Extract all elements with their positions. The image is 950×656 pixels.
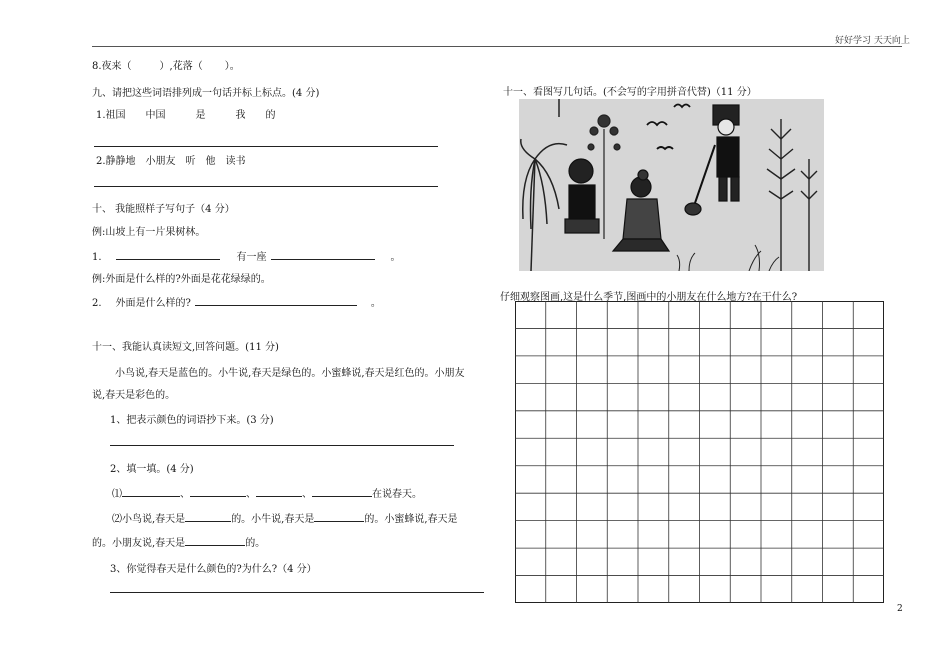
q2b-prefix: ⑵小鸟说,春天是 [112, 514, 186, 525]
blank-2b-3[interactable] [185, 535, 245, 546]
picture-illustration [519, 99, 824, 271]
s10-line1-end: 。 [390, 252, 401, 263]
q2a-prefix: ⑴ [112, 489, 122, 500]
blank-2a-1[interactable] [122, 486, 180, 497]
s10-line2-num: 2. [92, 298, 102, 309]
q2a-sep-3: 、 [302, 489, 312, 500]
q2a-sep-1: 、 [180, 489, 190, 500]
s10-line2-text: 外面是什么样的? [115, 298, 191, 309]
blank-10-2[interactable] [195, 295, 357, 306]
q2a-end: 在说春天。 [372, 489, 422, 500]
q2a-sep-2: 、 [246, 489, 256, 500]
s11-question-2a [112, 485, 422, 500]
s10-line1-mid: 有一座 [236, 252, 267, 263]
blank-2a-4[interactable] [312, 486, 372, 497]
section-10-example-1: 例:山坡上有一片果树林。 [92, 227, 206, 238]
section-9-item-1: 1.祖国 中国 是 我 的 [96, 110, 276, 121]
s10-line2-end: 。 [370, 298, 381, 309]
blank-2b-1[interactable] [185, 511, 231, 522]
section-9-title: 九、请把这些词语排列成一句话并标上标点。(4 分) [92, 88, 320, 99]
blank-10-1b[interactable] [271, 249, 375, 260]
q8-text-2: ）,花落（ [159, 61, 203, 72]
s11-question-2b-line-2 [92, 534, 265, 549]
right-section-title: 十一、看图写几句话。(不会写的字用拼音代替)（11 分） [503, 87, 757, 98]
writing-grid[interactable] [515, 301, 884, 603]
section-10-line-1 [92, 248, 401, 263]
q2b-mid-2: 的。小蜜蜂说,春天是 [364, 514, 458, 525]
blank-2a-3[interactable] [256, 486, 302, 497]
answer-line-11-3[interactable] [110, 592, 484, 593]
section-10-example-2: 例:外面是什么样的?外面是花花绿绿的。 [92, 274, 271, 285]
q8-text-3: ）。 [224, 61, 240, 72]
writing-grid-lines [515, 301, 884, 603]
header-rule [92, 46, 902, 47]
blank-2b-2[interactable] [314, 511, 364, 522]
passage-line-1: 小鸟说,春天是蓝色的。小牛说,春天是绿色的。小蜜蜂说,春天是红色的。小朋友 [115, 368, 465, 379]
blank-10-1a[interactable] [116, 249, 220, 260]
question-8 [92, 57, 240, 72]
spring-tree-planting-picture [519, 99, 824, 271]
q2b-mid-1: 的。小牛说,春天是 [231, 514, 315, 525]
s11-question-3: 3、你觉得春天是什么颜色的?为什么?（4 分） [110, 564, 317, 575]
q2b-line2-prefix: 的。小朋友说,春天是 [92, 538, 186, 549]
section-11-title: 十一、我能认真读短文,回答问题。(11 分) [92, 342, 279, 353]
section-9-item-2: 2.静静地 小朋友 听 他 读书 [96, 156, 246, 167]
section-10-line-2 [92, 294, 381, 309]
answer-line-11-1[interactable] [110, 445, 454, 446]
s11-question-1: 1、把表示颜色的词语抄下来。(3 分) [110, 415, 274, 426]
q2b-end: 的。 [245, 538, 266, 549]
s11-question-2: 2、填一填。(4 分) [110, 464, 194, 475]
section-10-title: 十、 我能照样子写句子（4 分） [92, 204, 235, 215]
picture-prompt: 仔细观察图画,这是什么季节,图画中的小朋友在什么地方?在干什么? [500, 292, 798, 303]
answer-line-9-1[interactable] [94, 146, 438, 147]
s11-question-2b-line-1 [112, 510, 458, 525]
blank-2a-2[interactable] [190, 486, 246, 497]
s10-line1-num: 1. [92, 252, 102, 263]
page-number: 2 [897, 604, 903, 614]
header-title: 好好学习 天天向上 [835, 36, 910, 46]
passage-line-2: 说,春天是彩色的。 [92, 390, 176, 401]
answer-line-9-2[interactable] [94, 186, 438, 187]
q8-text-1: 8.夜来（ [92, 61, 132, 72]
